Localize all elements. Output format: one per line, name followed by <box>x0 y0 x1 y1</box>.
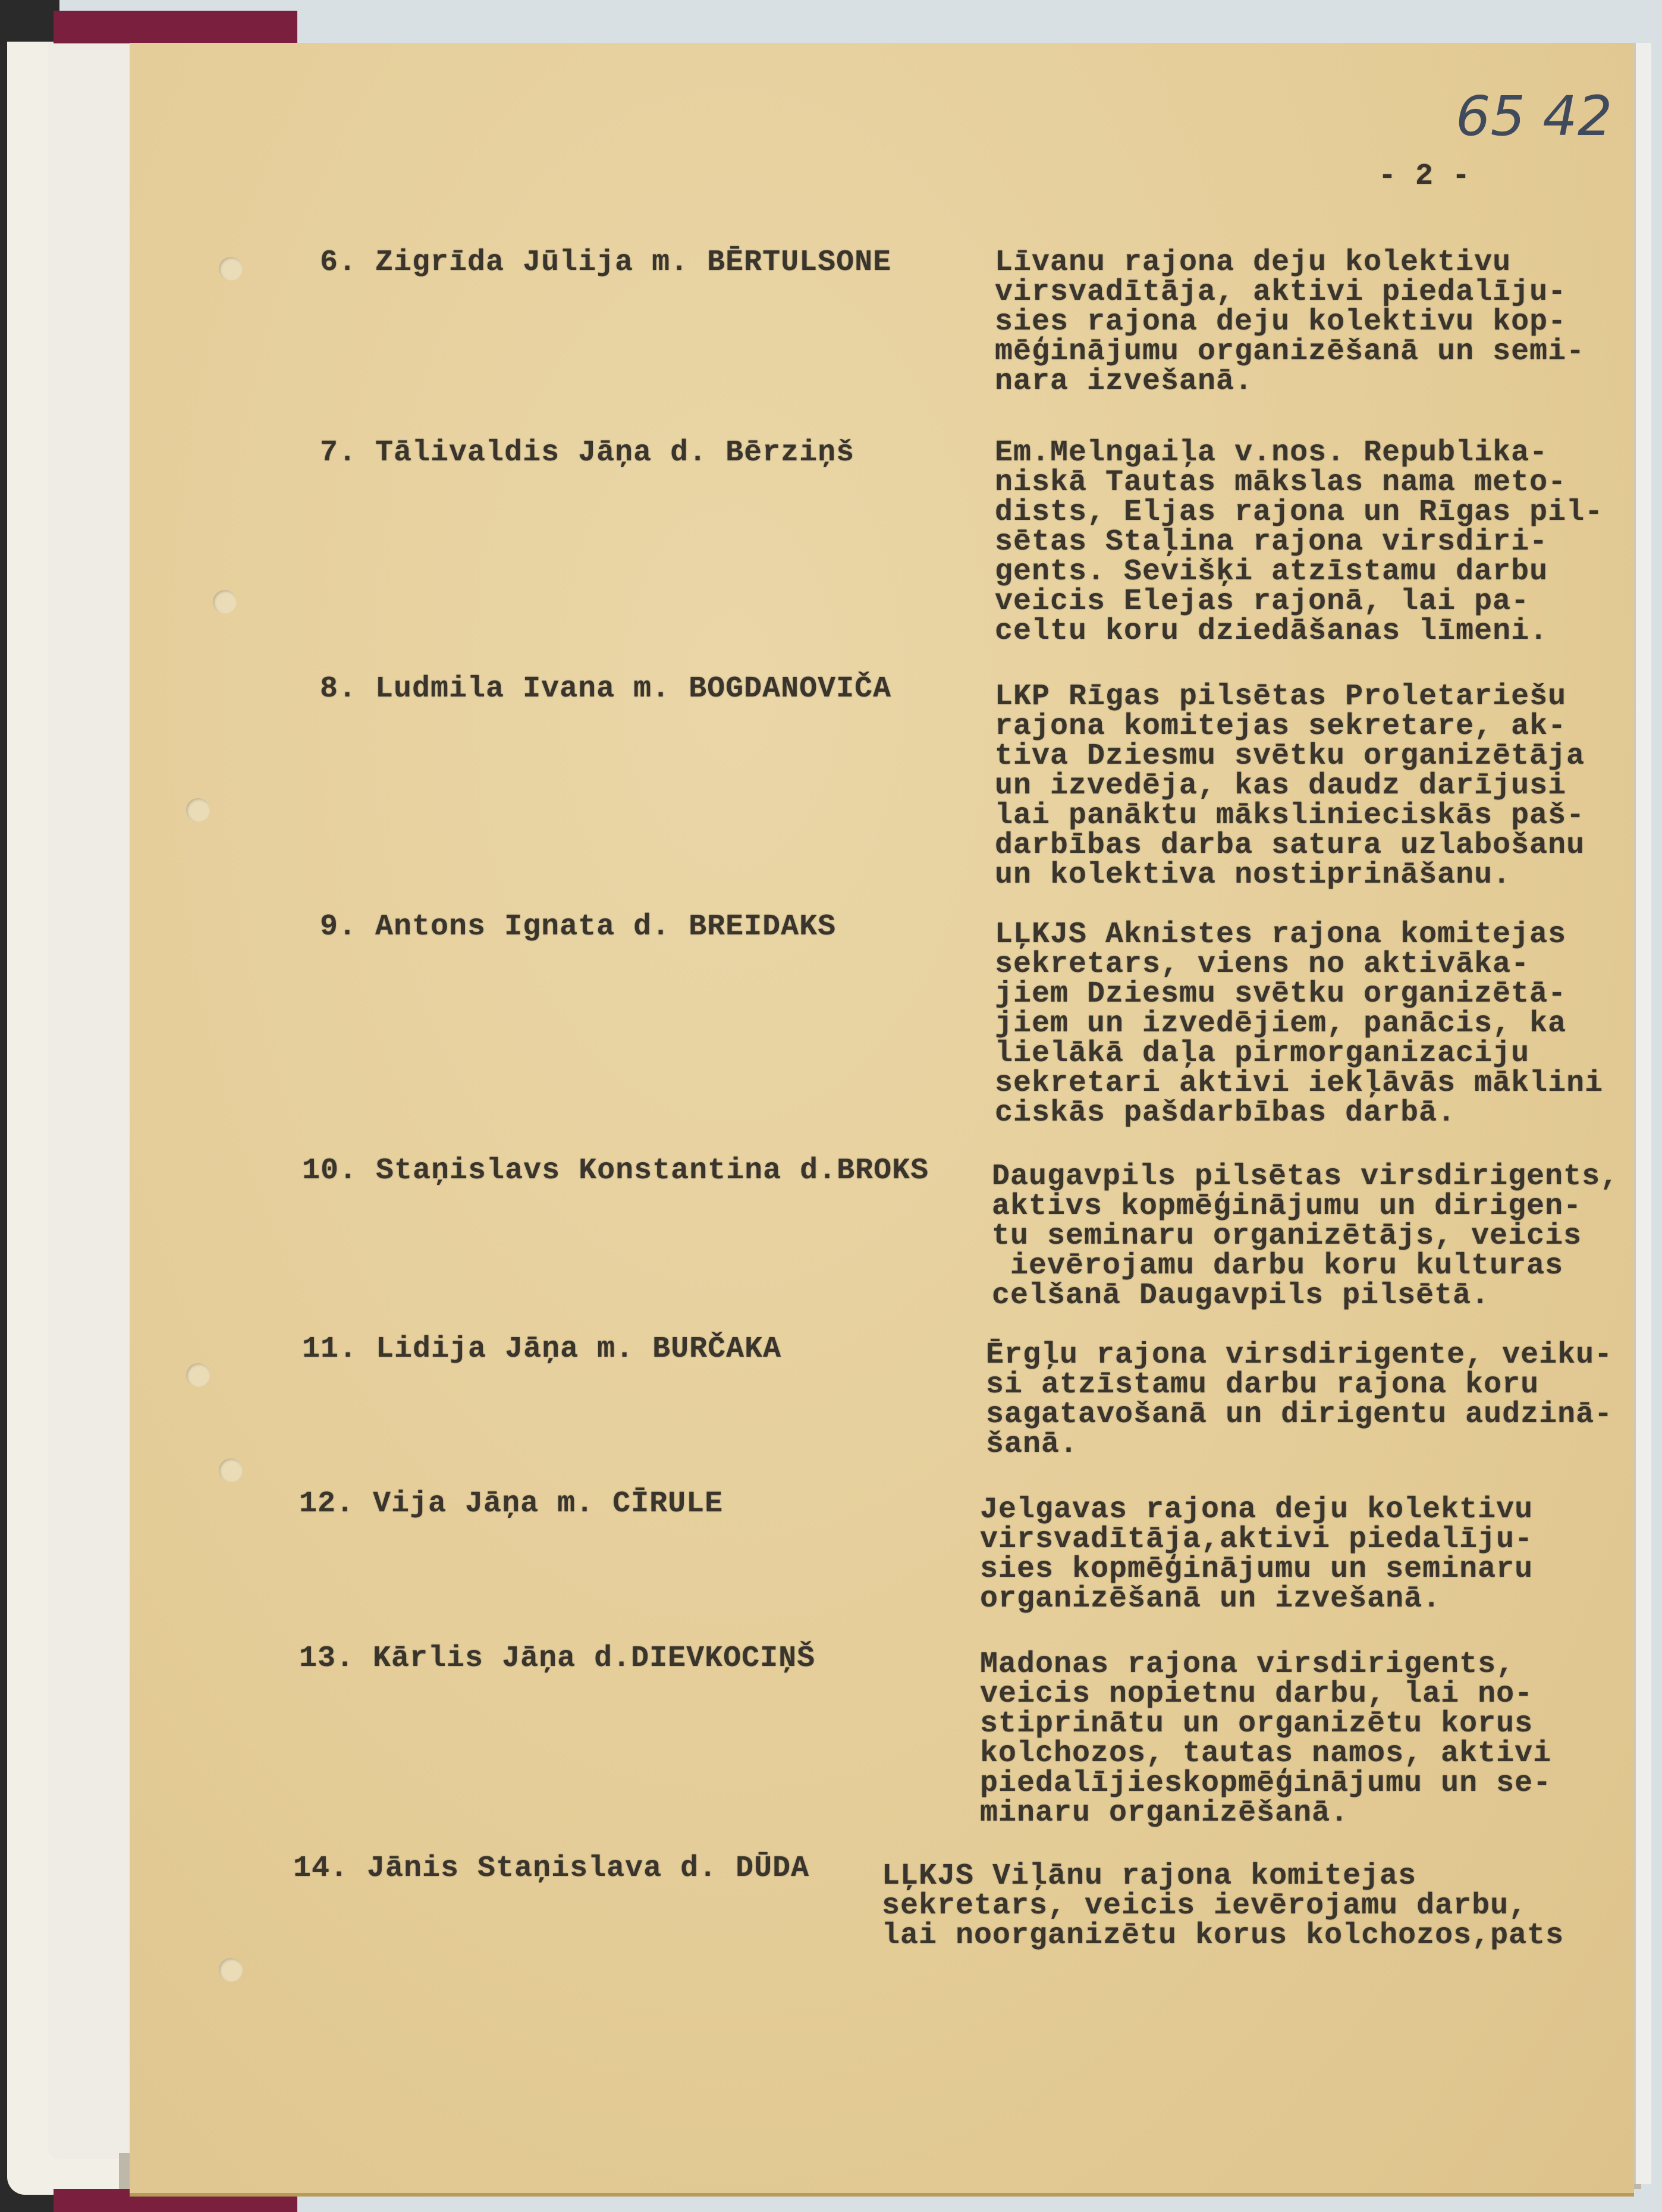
entry-number: 10. <box>302 1154 358 1188</box>
entry-description-line: LĻKJS Aknistes rajona komitejas <box>995 918 1567 952</box>
entry-description-line: sekretari aktivi iekļāvās māklini <box>995 1066 1604 1100</box>
person-name: Tālivaldis Jāņa d. Bērziņš <box>375 436 855 470</box>
entry-description-line: Madonas rajona virsdirigents, <box>980 1648 1515 1681</box>
entry-name <box>320 674 891 704</box>
entry-description-line: celšanā Daugavpils pilsētā. <box>992 1279 1490 1313</box>
page-number: - 2 - <box>1378 159 1471 193</box>
entry-description-line: ievērojamu darbu koru kulturas <box>992 1249 1564 1283</box>
entry-name <box>320 912 836 942</box>
entry-description-line: sies kopmēģinājumu un seminaru <box>980 1552 1534 1586</box>
entry-description-line: gents. Sevišķi atzīstamu darbu <box>995 555 1548 589</box>
person-name: Lidija Jāņa m. BURČAKA <box>376 1332 782 1366</box>
entry-number: 8. <box>320 672 357 706</box>
entry-description-line: LKP Rīgas pilsētas Proletariešu <box>995 680 1567 714</box>
entry-description-line: niskā Tautas mākslas nama meto- <box>995 466 1567 500</box>
entry-number: 6. <box>320 246 357 280</box>
entry-number: 11. <box>302 1332 358 1366</box>
entry-description-line: celtu koru dziedāšanas līmeni. <box>995 614 1548 648</box>
punch-hole <box>186 798 210 822</box>
entry-description-line: kolchozos, tautas namos, aktivi <box>980 1737 1552 1771</box>
entry-description-line: Daugavpils pilsētas virsdirigents, <box>992 1160 1619 1194</box>
entry-number: 12. <box>299 1487 355 1521</box>
entry-description-line: lai noorganizētu korus kolchozos,pats <box>882 1919 1564 1953</box>
person-name: Kārlis Jāņa d.DIEVKOCIŅŠ <box>373 1642 816 1676</box>
entry-number: 7. <box>320 436 357 470</box>
entry-description-line: ciskās pašdarbības darbā. <box>995 1096 1456 1130</box>
entry-number: 9. <box>320 910 357 944</box>
entry-description-line: organizēšanā un izvešanā. <box>980 1582 1441 1616</box>
punch-hole <box>186 1363 210 1387</box>
entry-description-line: Ērgļu rajona virsdirigente, veiku- <box>986 1338 1613 1372</box>
entry-description-line: minaru organizēšanā. <box>980 1796 1349 1830</box>
entry-description-line: tu seminaru organizētājs, veicis <box>992 1219 1582 1253</box>
entry-name <box>320 438 854 468</box>
entry-description-line: lielākā daļa pirmorganizaciju <box>995 1037 1530 1071</box>
binding-ribbon-top <box>54 11 297 43</box>
punch-hole <box>213 590 237 614</box>
entry-description-line: veicis nopietnu darbu, lai no- <box>980 1677 1534 1711</box>
person-name: Antons Ignata d. BREIDAKS <box>375 910 837 944</box>
entry-description-line: dists, Eljas rajona un Rīgas pil- <box>995 495 1604 529</box>
entry-description-line: veicis Elejas rajonā, lai pa- <box>995 585 1530 619</box>
entry-description-line: Jelgavas rajona deju kolektivu <box>980 1493 1534 1527</box>
entry-description-line: sagatavošanā un dirigentu audzinā- <box>986 1398 1613 1432</box>
entry-description-line: virsvadītāja,aktivi piedalīju- <box>980 1523 1534 1557</box>
entry-description-line: un izvedēja, kas daudz darījusi <box>995 769 1567 803</box>
entry-description-line: virsvadītāja, aktivi piedalīju- <box>995 275 1567 309</box>
punch-hole <box>219 1958 243 1982</box>
entry-description-line: lai panāktu mākslinieciskās paš- <box>995 799 1585 833</box>
handwritten-folio-number: 65 42 <box>1456 84 1613 148</box>
entry-description-line: si atzīstamu darbu rajona koru <box>986 1368 1540 1402</box>
entry-description-line: darbības darba satura uzlabošanu <box>995 829 1585 862</box>
entry-description-line: piedalījieskopmēģinājumu un se- <box>980 1767 1552 1800</box>
person-name: Jānis Staņislava d. DŪDA <box>367 1852 810 1885</box>
entry-name <box>299 1489 723 1519</box>
entry-description-line: šanā. <box>986 1427 1079 1461</box>
entry-number: 14. <box>293 1852 349 1885</box>
entry-description-line: tiva Dziesmu svētku organizētāja <box>995 739 1585 773</box>
entry-description-line: stiprinātu un organizētu korus <box>980 1707 1534 1741</box>
entry-name <box>320 248 891 278</box>
binding-margin <box>48 42 131 2159</box>
punch-hole <box>219 1458 243 1482</box>
entry-description-line: Līvanu rajona deju kolektivu <box>995 246 1512 280</box>
entry-name <box>302 1332 782 1366</box>
punch-hole <box>219 257 243 281</box>
entry-description-line: sekretars, veicis ievērojamu darbu, <box>882 1889 1528 1923</box>
entry-description-line: un kolektiva nostiprināšanu. <box>995 858 1512 892</box>
entry-name <box>293 1854 809 1884</box>
entry-description-line: jiem un izvedējiem, panācis, ka <box>995 1007 1567 1041</box>
page-stack-right-edge <box>1634 43 1651 2184</box>
entry-description-line: Em.Melngaiļa v.nos. Republika- <box>995 436 1548 470</box>
entry-description-line: nara izvešanā. <box>995 365 1253 399</box>
person-name: Vija Jāņa m. CĪRULE <box>373 1487 724 1521</box>
entry-name <box>302 1156 929 1186</box>
person-name: Zigrīda Jūlija m. BĒRTULSONE <box>375 246 892 280</box>
entry-description-line: aktivs kopmēģinājumu un dirigen- <box>992 1190 1582 1223</box>
entry-description-line: mēģinājumu organizēšanā un semi- <box>995 335 1585 369</box>
person-name: Staņislavs Konstantina d.BROKS <box>376 1154 929 1188</box>
person-name: Ludmila Ivana m. BOGDANOVIČA <box>375 672 892 706</box>
entry-description-line: LĻKJS Viļānu rajona komitejas <box>882 1859 1417 1893</box>
document-page <box>130 43 1634 2197</box>
entry-name <box>299 1644 815 1674</box>
entry-description-line: sies rajona deju kolektivu kop- <box>995 305 1567 339</box>
entry-description-line: rajona komitejas sekretare, ak- <box>995 710 1567 743</box>
entry-description-line: sekretars, viens no aktivāka- <box>995 947 1530 981</box>
entry-number: 13. <box>299 1642 355 1676</box>
entry-description-line: jiem Dziesmu svētku organizētā- <box>995 977 1567 1011</box>
entry-description-line: sētas Staļina rajona virsdiri- <box>995 525 1548 559</box>
